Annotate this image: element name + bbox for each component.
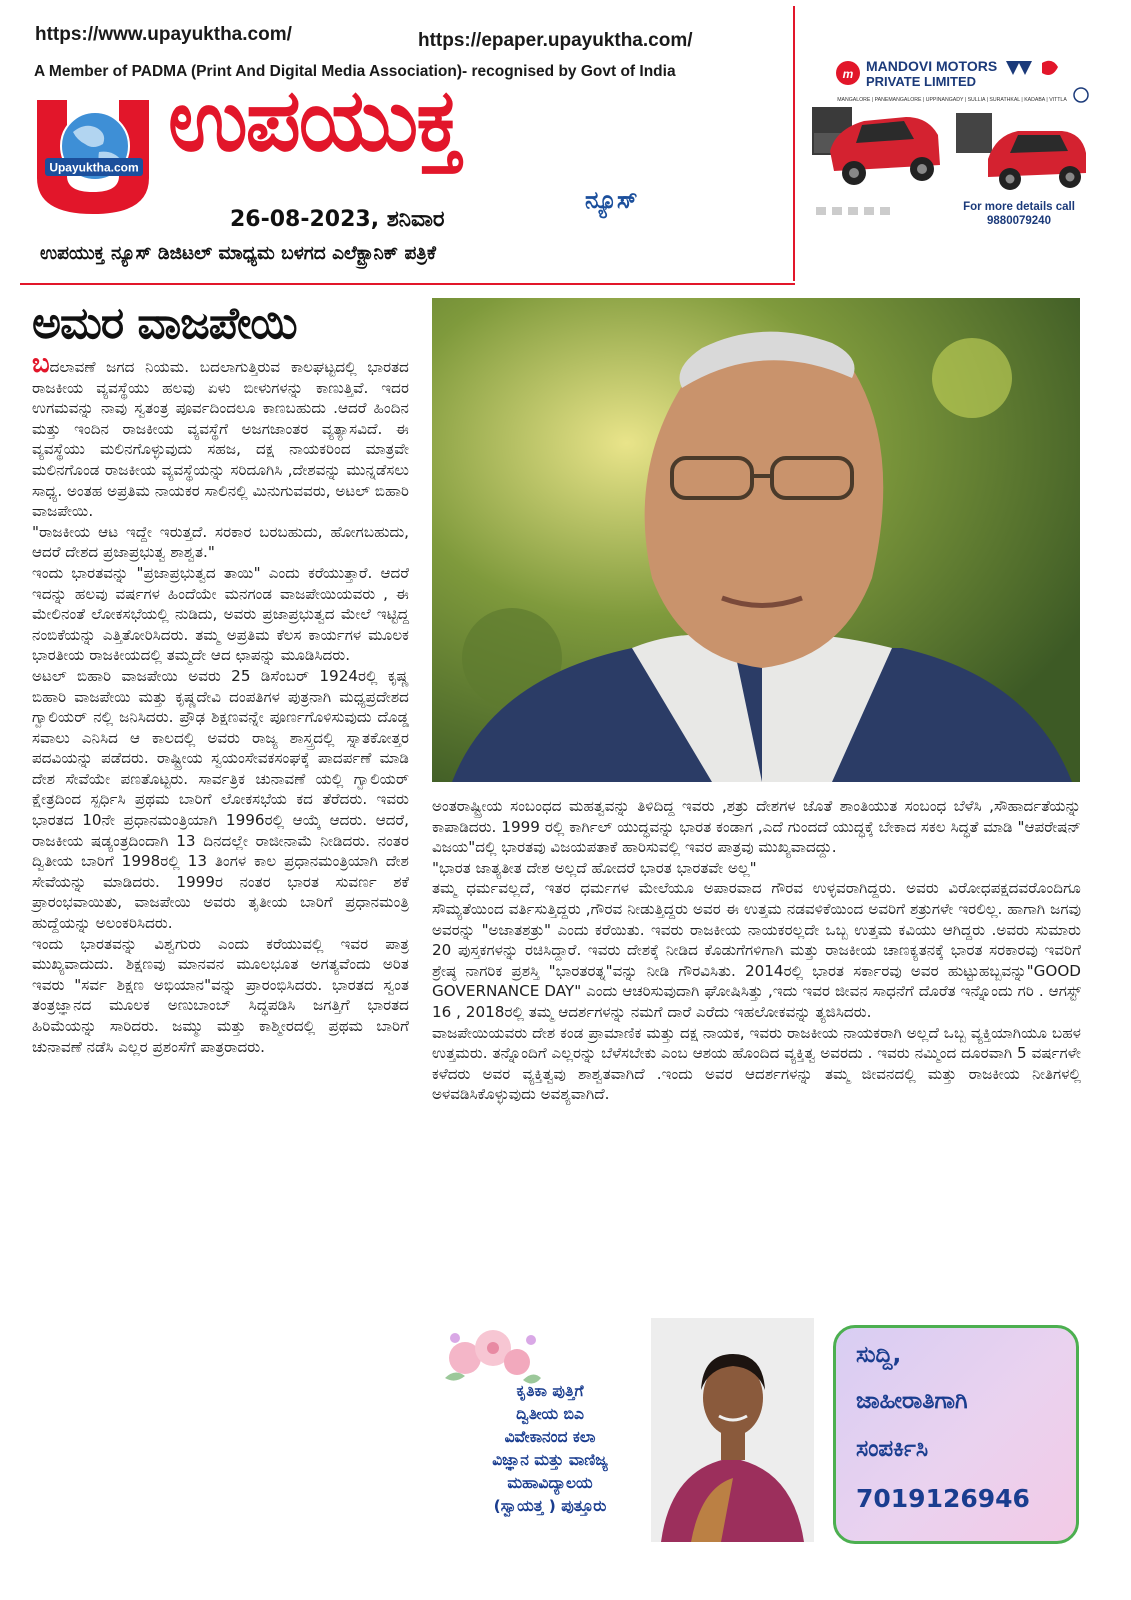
- website-url-link[interactable]: https://www.upayuktha.com/: [35, 24, 292, 45]
- article-column-right: [432, 796, 1081, 1105]
- article-paragraph: ವಾಜಪೇಯಿಯವರು ದೇಶ ಕಂಡ ಪ್ರಾಮಾಣಿಕ ಮತ್ತು ದಕ್ಷ ನಾಯಕ, ಇವರು ರಾಜಕೀಯ ನಾಯಕರಾಗಿ ಅಲ್ಲದೆ ಒಬ್ಬ ವ್ಯಕ್ತಿಯಾಗಿಯೂ ಬಹಳ ಉತ್ತಮರು. ತನ್ನೊಂದಿಗೆ ಎಲ್ಲರನ್ನು ಬೆಳೆಸಬೇಕು ಎಂಬ ಆಶಯ ಹೊಂದಿದ ವ್ಯಕ್ತಿತ್ವ ಅವರದು . ಇವರು ನಮ್ಮಿಂದ ದೂರವಾಗಿ 5 ವರ್ಷಗಳೇ ಕಳೆದರು ಅವರ ವ್ಯಕ್ತಿತ್ವವು ಶಾಶ್ವತವಾಗಿದೆ .ಇಂದು ಅವರ ಆದರ್ಶಗಳನ್ನು ತಮ್ಮ ಜೀವನದಲ್ಲಿ ಮತ್ತು ರಾಜಕೀಯ ನೀತಿಗಳಲ್ಲಿ ಅಳವಡಿಸಿಕೊಳ್ಳುವುದು ಅವಶ್ಯವಾಗಿದೆ.: [432, 1023, 1081, 1104]
- logo-text: Upayuktha.com: [49, 160, 139, 175]
- mandovi-motors-ad[interactable]: [806, 55, 1098, 230]
- epaper-url-link[interactable]: https://epaper.upayuktha.com/: [418, 30, 693, 51]
- author-class: ದ್ವಿತೀಯ ಬಿಎ: [516, 1405, 584, 1423]
- ad-brand-sub: PRIVATE LIMITED: [866, 74, 977, 89]
- article-column-left: [32, 349, 409, 1057]
- author-college-line2: ವಿಜ್ಞಾನ ಮತ್ತು ವಾಣಿಜ್ಯ: [492, 1451, 608, 1469]
- author-name: ಕೃತಿಕಾ ಪುತ್ತಿಗೆ: [516, 1382, 584, 1400]
- author-credit: [450, 1380, 650, 1518]
- article-paragraph: ತಮ್ಮ ಧರ್ಮವಲ್ಲದೆ, ಇತರ ಧರ್ಮಗಳ ಮೇಲೆಯೂ ಅಪಾರವಾದ ಗೌರವ ಉಳ್ಳವರಾಗಿದ್ದರು. ಅವರು ವಿರೋಧಪಕ್ಷದವರೊಂದಿಗೂ ಸೌಮ್ಯತೆಯಿಂದ ವರ್ತಿಸುತ್ತಿದ್ದರು ,ಗೌರವ ನೀಡುತ್ತಿದ್ದರು ಅವರ ಈ ಉತ್ತಮ ನಡವಳಿಕೆಯಿಂದ ಅವರಿಗೆ ಶತ್ರುಗಳೇ ಇರಲಿಲ್ಲ. ಹಾಗಾಗಿ ಜಗವು ಅವರನ್ನು "ಅಜಾತಶತ್ರು" ಎಂದು ಕರೆಯಿತು. ಇವರು ರಾಜಕೀಯ ನಾಯಕರಲ್ಲದೇ ಒಬ್ಬ ಉತ್ತಮ ಕವಿಯು ಆಗಿದ್ದರು .ಅವರು ಸುಮಾರು 20 ಪುಸ್ತಕಗಳನ್ನು ರಚಿಸಿದ್ದಾರೆ. ಇವರು ದೇಶಕ್ಕೆ ನೀಡಿದ ಕೊಡುಗೆಗಳಿಗಾಗಿ ಮತ್ತು ರಾಜಕೀಯ ಚಾಣಕ್ಯತನಕ್ಕೆ ಭಾರತ ಸರಕಾರವು ಇವರಿಗೆ ಶ್ರೇಷ್ಠ ನಾಗರಿಕ ಪ್ರಶಸ್ತಿ "ಭಾರತರತ್ನ"ವನ್ನು ನೀಡಿ ಗೌರವಿಸಿತು. 2014ರಲ್ಲಿ ಭಾರತ ಸರ್ಕಾರವು ಅವರ ಹುಟ್ಟುಹಬ್ಬವನ್ನು"GOOD GOVERNANCE DAY" ಎಂದು ಆಚರಿಸುವುದಾಗಿ ಘೋಷಿಸಿತ್ತು ,ಇದು ಇವರ ಜೀವನ ಸಾಧನೆಗೆ ದೊರೆತ ಇನ್ನೊಂದು ಗರಿ . ಆಗಸ್ಟ್ 16 , 2018ರಲ್ಲಿ ತಮ್ಮ ಆದರ್ಶಗಳನ್ನು ನಮಗೆ ದಾರೆ ಎರೆದು ಇಹಲೋಕವನ್ನು ತ್ಯಜಿಸಿದರು.: [432, 879, 1081, 1021]
- upayuktha-logo: [33, 98, 153, 216]
- membership-line: A Member of PADMA (Print And Digital Media Association)- recognised by Govt of India: [34, 63, 676, 80]
- svg-text:m: m: [842, 67, 854, 81]
- ad-locations: MANGALORE | PANEMANGALORE | UPPINANGADY | SULLIA | SURATHKAL | KADABA | VITTLA: [837, 97, 1067, 103]
- author-college-line4: (ಸ್ವಾಯತ್ತ ) ಪುತ್ತೂರು: [493, 1497, 607, 1515]
- vajpayee-photo: [432, 298, 1080, 782]
- article-paragraph: ಅಟಲ್ ಬಿಹಾರಿ ವಾಜಪೇಯಿ ಅವರು 25 ಡಿಸೆಂಬರ್ 1924ರಲ್ಲಿ ಕೃಷ್ಣ ಬಿಹಾರಿ ವಾಜಪೇಯಿ ಮತ್ತು ಕೃಷ್ಣದೇವಿ ದಂಪತಿಗಳ ಪುತ್ರನಾಗಿ ಮಧ್ಯಪ್ರದೇಶದ ಗ್ವಾಲಿಯರ್ ನಲ್ಲಿ ಜನಿಸಿದರು. ಪ್ರೌಢ ಶಿಕ್ಷಣವನ್ನೇ ಪೂರ್ಣಗೊಳಿಸುವುದು ದೊಡ್ಡ ಸವಾಲು ಎನಿಸಿದ ಆ ಕಾಲದಲ್ಲಿ ಅವರು ರಾಜ್ಯ ಶಾಸ್ತ್ರದಲ್ಲಿ ಸ್ನಾತಕೋತ್ತರ ಪದವಿಯನ್ನು ಪಡೆದರು. ರಾಷ್ಟ್ರೀಯ ಸ್ವಯಂಸೇವಕಸಂಘಕ್ಕೆ ಪಾದರ್ಪಣೆ ಮಾಡಿ ದೇಶ ಸೇವೆಯೇ ಪಣತೊಟ್ಟರು. ಸಾರ್ವತ್ರಿಕ ಚುನಾವಣೆ ಯಲ್ಲಿ ಗ್ವಾಲಿಯರ್ ಕ್ಷೇತ್ರದಿಂದ ಸ್ಪರ್ಧಿಸಿ ಪ್ರಥಮ ಬಾರಿಗೆ ಲೋಕಸಭೆಯ ಕದ ತೆರೆದರು. ಇವರು ಭಾರತದ 10ನೇ ಪ್ರಧಾನಮಂತ್ರಿಯಾಗಿ 1996ರಲ್ಲಿ ಆಯ್ಕೆ ಆದರು. ಆದರೆ, ರಾಜಕೀಯ ಷಡ್ಯಂತ್ರದಿಂದಾಗಿ 13 ದಿನದಲ್ಲೇ ರಾಜೀನಾಮೆ ನೀಡಿದರು. ನಂತರ ದ್ವಿತೀಯ ಬಾರಿಗೆ 1998ರಲ್ಲಿ 13 ತಿಂಗಳ ಕಾಲ ಪ್ರಧಾನಮಂತ್ರಿಯಾಗಿ ದೇಶ ಸೇವೆಯನ್ನು ಮಾಡಿದರು. 1999ರ ನಂತರ ಭಾರತ ಸುವರ್ಣ ಶಕೆ ಪ್ರಾರಂಭವಾಯಿತು, ವಾಜಪೇಯಿ ಅವರು ತೃತೀಯ ಬಾರಿಗೆ ಪ್ರಧಾನಮಂತ್ರಿ ಹುದ್ದೆಯನ್ನು ಅಲಂಕರಿಸಿದರು.: [32, 666, 409, 933]
- author-college-line3: ಮಹಾವಿದ್ಯಾಲಯ: [507, 1474, 593, 1492]
- article-headline: ಅಮರ ವಾಜಪೇಯಿ: [32, 298, 297, 349]
- contact-line-reach: ಸಂಪರ್ಕಿಸಿ: [856, 1436, 929, 1462]
- author-college-line1: ವಿವೇಕಾನಂದ ಕಲಾ: [504, 1428, 596, 1446]
- author-photo: [651, 1318, 814, 1542]
- masthead-title: ಉಪಯುಕ್ತ: [168, 71, 461, 171]
- issue-date: 26-08-2023, ಶನಿವಾರ: [230, 207, 445, 232]
- article-quote: "ಭಾರತ ಜಾತ್ಯತೀತ ದೇಶ ಅಲ್ಲದೆ ಹೋದರೆ ಭಾರತ ಭಾರತವೇ ಅಲ್ಲ": [432, 858, 757, 877]
- contact-box: [833, 1325, 1079, 1544]
- ad-phone: 9880079240: [987, 215, 1051, 227]
- drop-cap: ಬ: [32, 349, 50, 379]
- contact-line-news: ಸುದ್ದಿ,: [856, 1342, 902, 1368]
- article-paragraph: ಇಂದು ಭಾರತವನ್ನು ವಿಶ್ವಗುರು ಎಂದು ಕರೆಯುವಲ್ಲಿ ಇವರ ಪಾತ್ರ ಮುಖ್ಯವಾದುದು. ಶಿಕ್ಷಣವು ಮಾನವನ ಮೂಲಭೂತ ಅಗತ್ಯವೆಂದು ಅರಿತ ಇವರು "ಸರ್ವ ಶಿಕ್ಷಣ ಅಭಿಯಾನ"ವನ್ನು ಪ್ರಾರಂಭಿಸಿದರು. ಭಾರತದ ಸ್ವಂತ ತಂತ್ರಜ್ಞಾನದ ಮೂಲಕ ಅಣುಬಾಂಬ್ ಸಿದ್ಧಪಡಿಸಿ ಜಗತ್ತಿಗೆ ಭಾರತದ ಹಿರಿಮೆಯನ್ನು ಸಾರಿದರು. ಜಮ್ಮು ಮತ್ತು ಕಾಶ್ಮೀರದಲ್ಲಿ ಪ್ರಥಮ ಬಾರಿಗೆ ಚುನಾವಣೆ ನಡೆಸಿ ಎಲ್ಲರ ಪ್ರಶಂಸೆಗೆ ಪಾತ್ರರಾದರು.: [32, 934, 409, 1056]
- ad-details-label: For more details call: [963, 201, 1075, 213]
- ad-brand: MANDOVI MOTORS: [866, 58, 998, 74]
- header-divider-horizontal: [20, 283, 795, 285]
- article-paragraph: ಅಂತರಾಷ್ಟ್ರೀಯ ಸಂಬಂಧದ ಮಹತ್ವವನ್ನು ತಿಳಿದಿದ್ದ ಇವರು ,ಶತ್ರು ದೇಶಗಳ ಜೊತೆ ಶಾಂತಿಯುತ ಸಂಬಂಧ ಬೆಳೆಸಿ ,ಸೌಹಾರ್ದತೆಯನ್ನು ಕಾಪಾಡಿದರು. 1999 ರಲ್ಲಿ ಕಾರ್ಗಿಲ್ ಯುದ್ಧವನ್ನು ಭಾರತ ಕಂಡಾಗ ,ಎದೆ ಗುಂದದೆ ಯುದ್ಧಕ್ಕೆ ಬೇಕಾದ ಸಕಲ ಸಿದ್ಧತೆ ಮಾಡಿ "ಆಪರೇಷನ್ ವಿಜಯ"ದಲ್ಲಿ ಭಾರತವು ವಿಜಯಪತಾಕೆ ಹಾರಿಸುವಲ್ಲಿ ಇವರ ಪಾತ್ರವು ಮುಖ್ಯವಾದದ್ದು.: [432, 797, 1081, 857]
- masthead-tagline: ಉಪಯುಕ್ತ ನ್ಯೂಸ್ ಡಿಜಿಟಲ್ ಮಾಧ್ಯಮ ಬಳಗದ ಎಲೆಕ್ಟ್ರಾನಿಕ್ ಪತ್ರಿಕೆ: [40, 243, 437, 264]
- article-paragraph: ಬದಲಾವಣೆ ಜಗದ ನಿಯಮ. ಬದಲಾಗುತ್ತಿರುವ ಕಾಲಘಟ್ಟದಲ್ಲಿ ಭಾರತದ ರಾಜಕೀಯ ವ್ಯವಸ್ಥೆಯು ಹಲವು ಏಳು ಬೀಳುಗಳನ್ನು ಕಾಣುತ್ತಿವೆ. ಇದರ ಉಗಮವನ್ನು ನಾವು ಸ್ವತಂತ್ರ ಪೂರ್ವದಿಂದಲೂ ಕಾಣಬಹುದು .ಆದರೆ ಹಿಂದಿನ ಮತ್ತು ಇಂದಿನ ರಾಜಕೀಯ ವ್ಯವಸ್ಥೆಗೆ ಅಜಗಜಾಂತರ ವ್ಯತ್ಯಾಸವಿದೆ. ಈ ವ್ಯವಸ್ಥೆಯು ಮಲಿನಗೊಳ್ಳುವುದು ಸಹಜ, ದಕ್ಷ ನಾಯಕರಿಂದ ಮಾತ್ರವೇ ಮಲಿನಗೊಂಡ ರಾಜಕೀಯ ವ್ಯವಸ್ಥೆಯನ್ನು ಸರಿದೂಗಿಸಿ ,ದೇಶವನ್ನು ಮುನ್ನಡೆಸಲು ಸಾಧ್ಯ. ಅಂತಹ ಅಪ್ರತಿಮ ನಾಯಕರ ಸಾಲಿನಲ್ಲಿ ಮಿನುಗುವವರು, ಅಟಲ್ ಬಿಹಾರಿ ವಾಜಪೇಯಿ.: [32, 349, 409, 521]
- contact-line-ads: ಜಾಹೀರಾತಿಗಾಗಿ: [856, 1388, 968, 1414]
- header-divider-vertical: [793, 6, 795, 281]
- contact-phone[interactable]: 7019126946: [856, 1484, 1030, 1513]
- article-quote: "ರಾಜಕೀಯ ಆಟ ಇದ್ದೇ ಇರುತ್ತದೆ. ಸರಕಾರ ಬರಬಹುದು, ಹೋಗಬಹುದು, ಆದರೆ ದೇಶದ ಪ್ರಜಾಪ್ರಭುತ್ವ ಶಾಶ್ವತ.": [32, 522, 409, 562]
- masthead-news-word: ನ್ಯೂಸ್: [585, 186, 638, 214]
- article-paragraph: ಇಂದು ಭಾರತವನ್ನು "ಪ್ರಜಾಪ್ರಭುತ್ವದ ತಾಯಿ" ಎಂದು ಕರೆಯುತ್ತಾರೆ. ಆದರೆ ಇದನ್ನು ಹಲವು ವರ್ಷಗಳ ಹಿಂದೆಯೇ ಮನಗಂಡ ವಾಜಪೇಯಿಯವರು , ಈ ಮೇಲಿನಂತೆ ಲೋಕಸಭೆಯಲ್ಲಿ ನುಡಿದು, ಅವರು ಪ್ರಜಾಪ್ರಭುತ್ವದ ಮೇಲೆ ಇಟ್ಟಿದ್ದ ನಂಬಿಕೆಯನ್ನು ಎತ್ತಿತೋರಿಸಿದರು. ತಮ್ಮ ಅಪ್ರತಿಮ ಕೆಲಸ ಕಾರ್ಯಗಳ ಮೂಲಕ ಭಾರತೀಯ ರಾಜಕೀಯದಲ್ಲಿ ತಮ್ಮದೇ ಆದ ಛಾಪನ್ನು ಮೂಡಿಸಿದರು.: [32, 563, 409, 665]
